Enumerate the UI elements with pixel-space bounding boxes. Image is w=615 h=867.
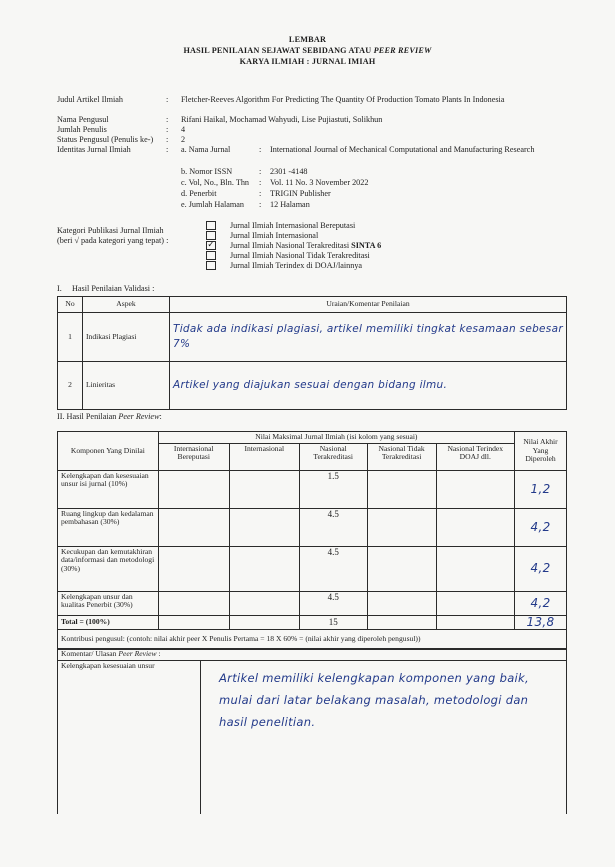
validation-aspect: Linieritas <box>83 361 170 409</box>
review-cell-empty <box>158 591 229 615</box>
info-label-journal: Identitas Jurnal Ilmiah <box>57 145 131 154</box>
review-cell-empty <box>158 508 229 546</box>
review-total-final[interactable]: 13,8 <box>515 615 567 629</box>
review-cell-empty <box>229 470 299 508</box>
journal-value-issn: 2301 -4148 <box>270 167 308 176</box>
review-row <box>58 470 567 508</box>
review-comment-table <box>57 648 567 814</box>
section2-title-italic: Peer Review <box>118 412 160 421</box>
review-comment-text[interactable]: Artikel memiliki kelengkapan komponen yang baik, mulai dari latar belakang masalah, metodologi dan hasil penelitian. <box>201 660 567 814</box>
journal-value-pages: 12 Halaman <box>270 200 310 209</box>
review-comment-head-plain: Komentar/ Ulasan <box>61 649 119 658</box>
review-subhead-doaj: Nasional Terindex DOAJ dll. <box>436 443 514 470</box>
validation-no: 1 <box>58 313 83 361</box>
journal-value-name: International Journal of Mechanical Computational and Manufacturing Research <box>270 145 535 154</box>
journal-label-name: a. Nama Jurnal <box>181 145 231 154</box>
category-option-3 <box>230 241 381 251</box>
review-total-label: Total = (100%) <box>58 615 159 629</box>
info-value-status: 2 <box>181 135 186 144</box>
category-option-4-text: Jurnal Ilmiah Nasional Tidak Terakreditasi <box>230 251 370 260</box>
sheet-title-line3: KARYA ILMIAH : JURNAL IMIAH <box>239 57 376 66</box>
category-option-2-text: Jurnal Ilmiah Internasional <box>230 231 319 240</box>
peer-review-table <box>57 431 567 650</box>
category-checkbox-4[interactable] <box>206 251 216 260</box>
review-subhead-intl-reputable: Internasional Bereputasi <box>158 443 229 470</box>
journal-sep-issn: : <box>259 167 262 176</box>
review-comment-label: Kelengkapan kesesuaian unsur <box>58 660 201 814</box>
journal-label-pages: e. Jumlah Halaman <box>181 200 244 209</box>
review-cell-empty <box>367 591 436 615</box>
validation-row <box>58 361 567 409</box>
review-max-value: 4.5 <box>299 591 367 615</box>
review-cell-empty <box>229 546 299 591</box>
review-cell-empty <box>229 508 299 546</box>
review-cell-empty <box>436 615 514 629</box>
info-sep-status: : <box>166 135 169 144</box>
section2-title <box>57 412 162 422</box>
journal-value-publisher: TRIGIN Publisher <box>270 189 331 198</box>
journal-sep-name: : <box>259 145 262 154</box>
section1-title: I. Hasil Penilaian Validasi : <box>57 284 155 293</box>
journal-label-publisher: d. Penerbit <box>181 189 217 198</box>
review-subhead-national-unaccredited: Nasional Tidak Terakreditasi <box>367 443 436 470</box>
category-checkbox-3[interactable]: ✓ <box>207 240 215 250</box>
info-value-count: 4 <box>181 125 186 134</box>
review-max-value: 4.5 <box>299 508 367 546</box>
review-head-final: Nilai Akhir Yang Diperoleh <box>515 432 567 471</box>
category-option-4 <box>230 251 370 261</box>
validation-table <box>57 296 567 410</box>
info-sep-name: : <box>166 115 169 124</box>
review-row <box>58 508 567 546</box>
review-total-row <box>58 615 567 629</box>
review-max-value: 4.5 <box>299 546 367 591</box>
info-value-name: Rifani Haikal, Mochamad Wahyudi, Lise Pujiastuti, Solikhun <box>181 115 383 124</box>
sheet-title-line2-plain: HASIL PENILAIAN SEJAWAT SEBIDANG ATAU <box>183 46 374 55</box>
review-cell-empty <box>436 470 514 508</box>
review-final-value[interactable]: 1,2 <box>515 470 567 508</box>
section2-title-end: : <box>159 412 162 421</box>
review-cell-empty <box>158 470 229 508</box>
category-checkbox-1[interactable] <box>206 221 216 230</box>
review-row <box>58 546 567 591</box>
category-option-3-bold: SINTA 6 <box>351 241 382 250</box>
review-final-value[interactable]: 4,2 <box>515 591 567 615</box>
review-cell-empty <box>367 546 436 591</box>
review-final-value[interactable]: 4,2 <box>515 546 567 591</box>
validation-row <box>58 313 567 361</box>
info-label-title: Judul Artikel Ilmiah <box>57 95 123 104</box>
validation-head-aspect: Aspek <box>83 297 170 313</box>
sheet-title-line2 <box>0 46 615 55</box>
review-cell-empty <box>367 470 436 508</box>
review-component: Ruang lingkup dan kedalaman pembahasan (30%) <box>58 508 159 546</box>
review-max-value: 1.5 <box>299 470 367 508</box>
review-comment-head-italic: Peer Review <box>118 649 157 658</box>
review-component: Kelengkapan unsur dan kualitas Penerbit (30%) <box>58 591 159 615</box>
validation-aspect: Indikasi Plagiasi <box>83 313 170 361</box>
review-head-component: Komponen Yang Dinilai <box>58 432 159 471</box>
review-cell-empty <box>229 591 299 615</box>
category-option-5-text: Jurnal Ilmiah Terindex di DOAJ/lainnya <box>230 261 363 270</box>
info-label-count: Jumlah Penulis <box>57 125 107 134</box>
validation-no: 2 <box>58 361 83 409</box>
review-component: Kecukupan dan kemutakhiran data/informasi dan metodologi (30%) <box>58 546 159 591</box>
journal-value-vol: Vol. 11 No. 3 November 2022 <box>270 178 369 187</box>
info-value-title: Fletcher-Reeves Algorithm For Predicting The Quantity Of Production Tomato Plants In Indonesia <box>181 95 505 104</box>
journal-sep-publisher: : <box>259 189 262 198</box>
review-cell-empty <box>158 546 229 591</box>
review-component: Kelengkapan dan kesesuaian unsur isi jurnal (10%) <box>58 470 159 508</box>
info-sep-journal: : <box>166 145 169 154</box>
review-cell-empty <box>436 546 514 591</box>
review-final-value[interactable]: 4,2 <box>515 508 567 546</box>
category-label: Kategori Publikasi Jurnal Ilmiah <box>57 226 164 235</box>
review-contribution: Kontribusi pengusul: (contoh: nilai akhir peer X Penulis Pertama = 18 X 60% = (nilai akhir yang diperoleh pengusul)) <box>58 629 567 649</box>
info-label-name: Nama Pengusul <box>57 115 109 124</box>
category-checkbox-2[interactable] <box>206 231 216 240</box>
review-subhead-intl: Internasional <box>229 443 299 470</box>
review-cell-empty <box>229 615 299 629</box>
review-cell-empty <box>436 591 514 615</box>
category-option-2 <box>230 231 318 241</box>
review-cell-empty <box>367 615 436 629</box>
review-head-max: Nilai Maksimal Jurnal Ilmiah (isi kolom yang sesuai) <box>158 432 514 444</box>
category-option-1 <box>230 221 355 231</box>
journal-sep-pages: : <box>259 200 262 209</box>
section2-title-plain: II. Hasil Penilaian <box>57 412 119 421</box>
review-row <box>58 591 567 615</box>
sheet-title-line2-italic: PEER REVIEW <box>373 46 432 55</box>
category-checkbox-5[interactable] <box>206 261 216 270</box>
validation-comment[interactable]: Artikel yang diajukan sesuai dengan bidang ilmu. <box>170 361 567 409</box>
review-subhead-national-accredited: Nasional Terakreditasi <box>299 443 367 470</box>
validation-head-no: No <box>58 297 83 313</box>
review-cell-empty <box>436 508 514 546</box>
review-cell-empty <box>367 508 436 546</box>
validation-head-comment: Uraian/Komentar Penilaian <box>170 297 567 313</box>
review-comment-head-end: : <box>156 649 161 658</box>
journal-label-vol: c. Vol, No., Bln. Thn <box>181 178 250 187</box>
validation-comment[interactable]: Tidak ada indikasi plagiasi, artikel memiliki tingkat kesamaan sebesar 7% <box>170 313 567 361</box>
info-sep-title: : <box>166 95 169 104</box>
review-comment-head <box>58 649 567 661</box>
review-cell-empty <box>158 615 229 629</box>
review-total-max: 15 <box>299 615 367 629</box>
category-option-3-text: Jurnal Ilmiah Nasional Terakreditasi <box>230 241 352 250</box>
category-instruction: (beri √ pada kategori yang tepat) : <box>57 236 169 245</box>
category-option-1-text: Jurnal Ilmiah Internasional Bereputasi <box>230 221 356 230</box>
sheet-title-line1: LEMBAR <box>288 35 327 44</box>
info-label-status: Status Pengusul (Penulis ke-) <box>57 135 154 144</box>
info-sep-count: : <box>166 125 169 134</box>
category-option-5 <box>230 261 362 271</box>
journal-sep-vol: : <box>259 178 262 187</box>
journal-label-issn: b. Nomor ISSN <box>181 167 233 176</box>
